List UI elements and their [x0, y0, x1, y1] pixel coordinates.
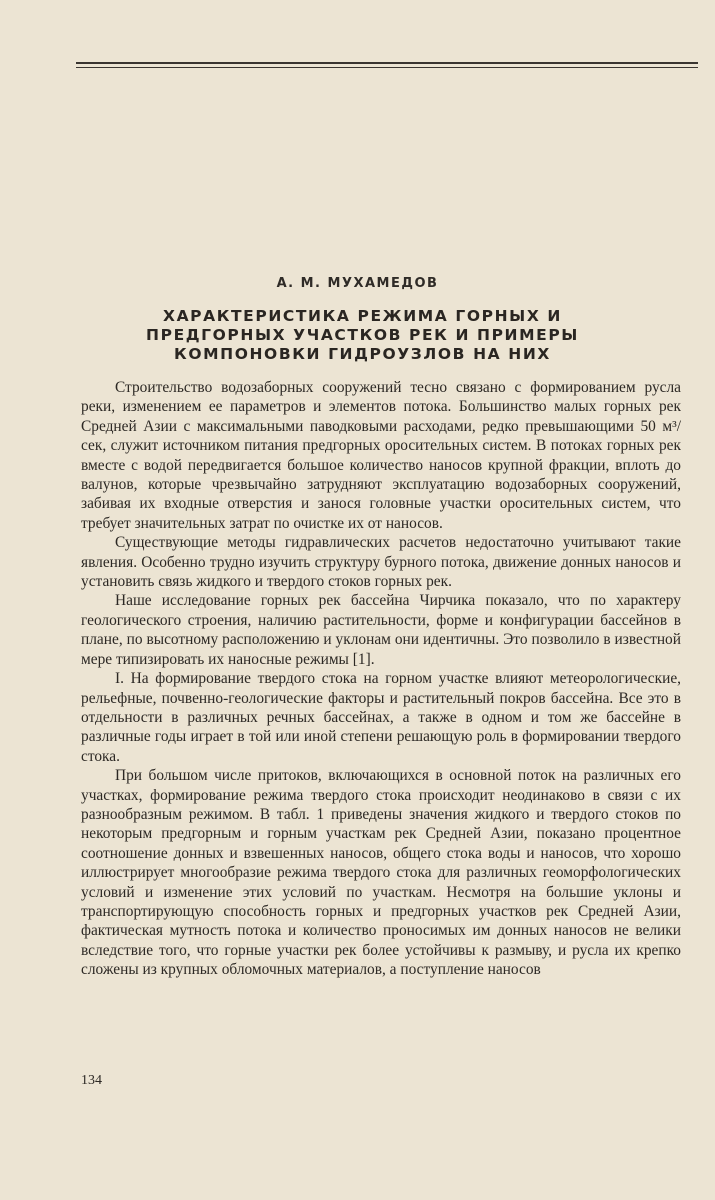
paragraph: I. На формирование твердого стока на горном участке влияют метеорологические, рельефные, почвенно-геологические факторы и растительный покров бассейна. Все это в отдельности в различных речных бассейнах, а также в одном и том же бассейне в различные годы играет в той или иной степени решающую роль в формировании твердого стока. [81, 670, 681, 765]
article-title: ХАРАКТЕРИСТИКА РЕЖИМА ГОРНЫХ И ПРЕДГОРНЫХ УЧАСТКОВ РЕК И ПРИМЕРЫ КОМПОНОВКИ ГИДРОУЗЛОВ НА НИХ [146, 307, 579, 363]
paragraph: При большом числе притоков, включающихся в основной поток на различных его участках, формирование режима твердого стока происходит неодинаково в связи с их разнообразным режимом. В табл. 1 приведены значения жидкого и твердого стоков по некоторым предгорным и горным участкам рек Средней Азии, показано процентное соотношение донных и взвешенных наносов, общего стока воды и наносов, что хорошо иллюстрирует многообразие режима твердого стока для различных геоморфологических условий и изменение этих условий по участкам. Несмотря на большие уклоны и транспортирующую способность горных и предгорных участков рек Средней Азии, фактическая мутность потока и количество проносимых им донных наносов не велики вследствие того, что горные участки рек более устойчивы к размыву, и русла их крепко сложены из крупных обломочных материалов, а поступление наносов [81, 767, 681, 979]
paragraph: Строительство водозаборных сооружений тесно связано с формированием русла реки, изменением ее параметров и элементов потока. Большинство малых горных рек Средней Азии с максимальными паводковыми расходами, редко превышающими 50 м³/сек, служит источником питания предгорных оросительных систем. В потоках горных рек вместе с водой передвигается большое количество наносов крупной фракции, вплоть до валунов, которые чрезвычайно затрудняют эксплуатацию водозаборных сооружений, забивая их входные отверстия и занося головные участки оросительных систем, что требует значительных затрат по очистке их от наносов. [81, 379, 681, 532]
article-body [81, 378, 681, 980]
page-number: 134 [81, 1073, 102, 1088]
paragraph: Существующие методы гидравлических расчетов недостаточно учитывают такие явления. Особенно трудно изучить структуру бурного потока, движение донных наносов и установить связь жидкого и твердого стоков горных рек. [81, 534, 681, 591]
header-rule [76, 62, 698, 64]
paragraph: Наше исследование горных рек бассейна Чирчика показало, что по характеру геологического строения, наличию растительности, форме и конфигурации бассейнов в плане, по высотному расположению и уклонам они идентичны. Это позволило в известной мере типизировать их наносные режимы [1]. [81, 592, 681, 668]
header-rule-thin [76, 67, 698, 68]
author-name: А. М. МУХАМЕДОВ [276, 276, 439, 291]
